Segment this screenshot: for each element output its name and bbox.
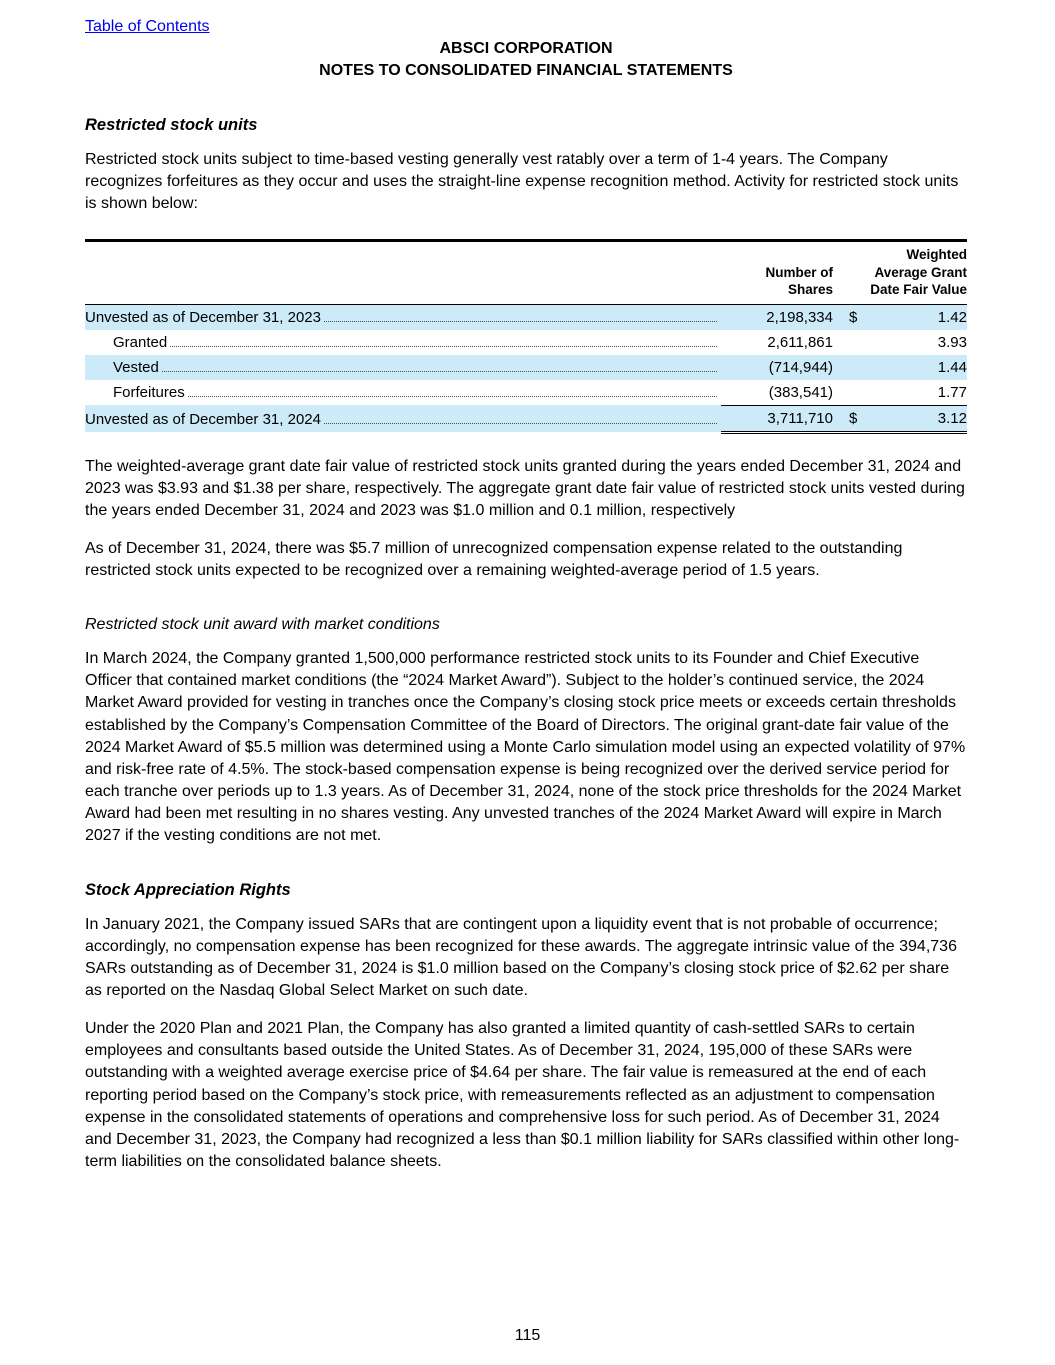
column-header-fair-value: Weighted Average Grant Date Fair Value: [849, 241, 967, 305]
currency-cell: $: [849, 405, 908, 432]
page-number: 115: [514, 1327, 541, 1344]
table-row: [85, 380, 967, 406]
leader-dots: [162, 371, 717, 372]
currency-cell: [849, 330, 908, 355]
paragraph-rsu-intro: Restricted stock units subject to time-based vesting generally vest ratably over a term of 1-4 years. The Company recognizes forfeitures as they occur and uses the straight-line expense recognition method. Activity for restricted stock units is shown below:: [85, 151, 959, 213]
fair-value-cell: 3.93: [937, 333, 967, 351]
currency-cell: [849, 355, 908, 380]
paragraph-market-award: In March 2024, the Company granted 1,500,000 performance restricted stock units to its Founder and Chief Executive Officer that contained market conditions (the “2024 Market Award”). Subject to the holder’s continued service, the 2024 Market Award provided for vesting in tranches once the Company’s closing stock price meets or exceeds certain thresholds established by the Company’s Compensation Committee of the Board of Directors. The original grant-date fair value of the 2024 Market Award of $5.5 million was determined using a Monte Carlo simulation model using an expected volatility of 97% and risk-free rate of 4.5%. The stock-based compensation expense is being recognized over the derived service period for each tranche over periods up to 1.3 years. As of December 31, 2024, none of the stock price thresholds for the 2024 Market Award had been met resulting in no shares vesting. Any unvested tranches of the 2024 Market Award will expire in March 2027 if the vesting conditions are not met.: [85, 650, 966, 844]
row-label: Forfeitures: [113, 384, 185, 402]
leader-dots: [324, 321, 717, 322]
shares-cell: 3,711,710: [721, 405, 833, 432]
paragraph-sar-cash-settled: Under the 2020 Plan and 2021 Plan, the Company has also granted a limited quantity of cash-settled SARs to certain employees and consultants based outside the United States. As of December 31, 2024, 195,000 of these SARs were outstanding with a weighted average exercise price of $4.64 per share. The fair value is remeasured at the end of each reporting period based on the Company’s stock price, with remeasurements reflected as an adjustment to compensation expense in the consolidated statements of operations and comprehensive loss for such period. As of December 31, 2024 and December 31, 2023, the Company had recognized a less than $0.1 million liability for SARs classified within other long-term liabilities on the consolidated balance sheets.: [85, 1020, 960, 1170]
fair-value-cell: 1.44: [908, 355, 967, 380]
table-total-row: [85, 405, 967, 432]
column-header-shares: Number of Shares: [721, 241, 833, 305]
table-row: [85, 304, 967, 330]
document-header: [85, 38, 967, 82]
row-label: Unvested as of December 31, 2023: [85, 308, 321, 326]
leader-dots: [188, 396, 717, 397]
leader-dots: [170, 346, 717, 347]
table-row: [85, 355, 967, 380]
subsection-heading-market-conditions: Restricted stock unit award with market conditions: [85, 616, 440, 634]
shares-cell: 2,611,861: [767, 333, 833, 351]
table-row: [85, 330, 967, 355]
table-of-contents-link[interactable]: Table of Contents: [85, 18, 210, 35]
section-heading-restricted-stock-units: Restricted stock units: [85, 116, 258, 134]
row-label: Vested: [113, 358, 159, 376]
paragraph-sar-liquidity: In January 2021, the Company issued SARs that are contingent upon a liquidity event that is not probable of occurrence; accordingly, no compensation expense has been recognized for these awards. The aggregate intrinsic value of the 394,736 SARs outstanding as of December 31, 2024 is $1.0 million based on the Company’s closing stock price of $2.62 per share as reported on the Nasdaq Global Select Market on such date.: [85, 915, 957, 1000]
shares-cell: (714,944): [721, 355, 833, 380]
currency-cell: $: [849, 304, 908, 330]
company-name: ABSCI CORPORATION: [439, 40, 613, 57]
row-label: Granted: [113, 333, 168, 351]
row-label: Unvested as of December 31, 2024: [85, 411, 321, 429]
leader-dots: [324, 423, 717, 424]
fair-value-cell: 1.77: [908, 380, 967, 406]
currency-cell: [849, 380, 908, 406]
table-header-row: [85, 241, 967, 305]
paragraph-unrecognized-expense: As of December 31, 2024, there was $5.7 million of unrecognized compensation expense related to the outstanding restricted stock units expected to be recognized over a remaining weighted-average period of 1.5 years.: [85, 540, 903, 580]
shares-cell: (383,541): [721, 380, 833, 406]
document-title: NOTES TO CONSOLIDATED FINANCIAL STATEMENTS: [319, 62, 733, 79]
section-heading-stock-appreciation-rights: Stock Appreciation Rights: [85, 880, 291, 899]
rsu-activity-table: [85, 239, 967, 434]
paragraph-grant-date-fair-value: The weighted-average grant date fair value of restricted stock units granted during the years ended December 31, 2024 and 2023 was $3.93 and $1.38 per share, respectively. The aggregate grant date fair value of restricted stock units vested during the years ended December 31, 2024 and 2023 was $1.0 million and 0.1 million, respectively: [85, 457, 965, 520]
fair-value-cell: 3.12: [908, 405, 967, 432]
shares-cell: 2,198,334: [721, 304, 833, 330]
fair-value-cell: 1.42: [908, 304, 967, 330]
